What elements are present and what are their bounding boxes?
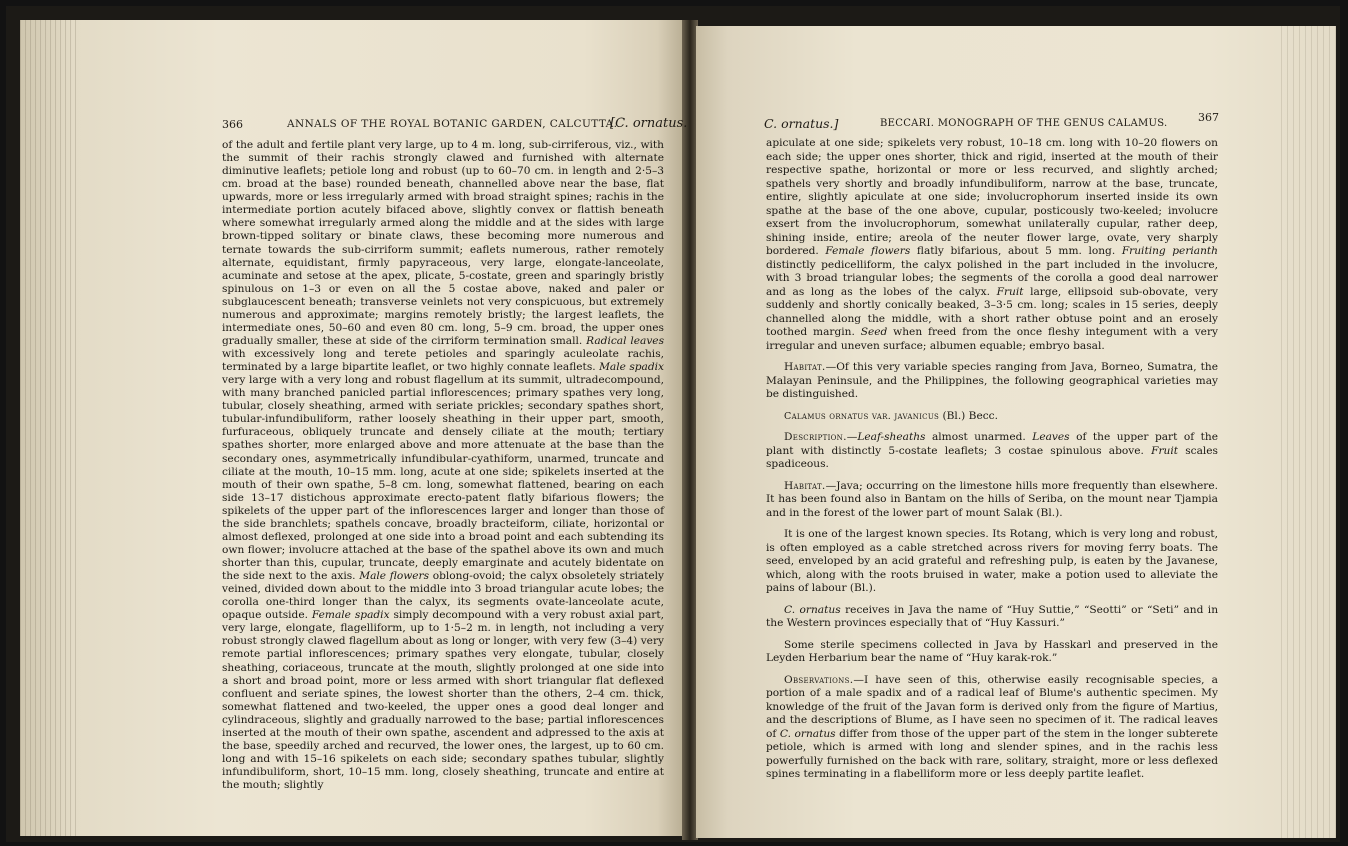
right-page-edges <box>1281 26 1336 838</box>
left-female-spadix: Female spadix <box>311 609 390 622</box>
right-fruiting-perianth: Fruiting perianth <box>1121 245 1219 257</box>
right-running-species: C. ornatus.] <box>764 116 839 131</box>
right-text-2: flatly bifarious, about 5 mm. long. <box>910 245 1122 257</box>
left-text-2: with excessively long and terete petioles and sparingly aculeolate rachis, terminated by a large bipartite leaflet, or two highly connate leaflets. <box>222 348 664 374</box>
habitat2-label: Habitat. <box>784 479 826 492</box>
variety-authority: (Bl.) Becc. <box>939 409 998 422</box>
right-running-title: BECCARI. MONOGRAPH OF THE GENUS CALAMUS. <box>880 118 1168 129</box>
right-text-3: distinctly pedicelliform, the calyx polished in the part included in the involucre, with 3 broad triangular lobes; the segments of the corolla a good deal narrower and as long as the lobes of the calyx. <box>766 258 1218 298</box>
observations-label: Observations. <box>784 673 854 686</box>
left-male-spadix: Male spadix <box>599 361 664 374</box>
left-text-3: very large with a very long and robust flagellum at its summit, ultradecompound, with many branched panicled partial inflorescences; primary spathes very long, tubular, closely sheathing, armed with seriate prickles; secondary spathes short, tubular-infundibuliform, rather loosely sheathing in their upper part, smooth, furfuraceous, obliquely truncate and densely ciliate at the mouth; tertiary spathes shorter, more enlarged above and more attenuate at the base than the secondary ones, asymmetrically infundibular-cyathiform, unarmed, truncate and ciliate at the mouth, 10–15 mm. long, acute at one side; spikelets inserted at the mouth of their own spathe, 5–8 cm. long, somewhat flattened, bearing on each side 13–17 distichous approximate erecto-patent flatly bifarious flowers; the spikelets of the upper part of the inflorescences larger and longer than those of the side branchlets; spathels concave, broadly bracteiform, ciliate, horizontal or almost deflexed, prolonged at one side into a broad point and each subtending its own flower; involucre attached at the base of the spathel above its own and much shorter than this, cupular, truncate, deeply emarginate and acutely bidentate on the side next to the axis. <box>222 374 664 583</box>
description-leaf-sheaths: Leaf-sheaths <box>857 431 926 443</box>
leyden-paragraph: Some sterile specimens collected in Java by Hasskarl and preserved in the Leyden Herbarium bear the name of “Huy karak-rok.” <box>766 638 1218 664</box>
names-text: receives in Java the name of “Huy Suttie,” “Seotti” or “Seti” and in the Western provinces especially that of “Huy Kassuri.” <box>766 603 1219 629</box>
description-fruit: Fruit <box>1151 444 1178 457</box>
names-species: C. ornatus <box>784 603 841 616</box>
left-page-edges <box>20 20 80 836</box>
right-fruit: Fruit <box>996 285 1024 298</box>
left-running-species: [C. ornatus. <box>610 116 688 131</box>
observations-text-2: differ from those of the upper part of the stem in the longer subterete petiole, which is armed with long and slender spines, and in the rachis less powerfully furnished on the back with rare, solitary, straight, more or less deflexed spines terminating in a flabelliform more or less deeply partite leaflet. <box>766 727 1219 780</box>
left-text-5: simply decompound with a very robust axial part, very large, elongate, flagelliform, up to 1·5–2 m. in length, not including a very robust strongly clawed flagellum about as long or longer, with very few (3–4) very remote partial inflorescences; primary spathes very elongate, tubular, closely sheathing, coriaceous, truncate at the mouth, slightly prolonged at one side into a short and broad point, more or less armed with short triangular flat deflexed confluent and seriate spines, the lowest shorter than the others, 2–4 cm. thick, somewhat flattened and two-keeled, the upper ones a good deal longer and cylindraceous, slightly and gradually narrowed to the base; partial inflorescences inserted at the mouth of their own spathe, ascendent and adpressed to the axis at the base, speedily arched and recurved, the lower ones, the largest, up to 60 cm. long and with 15–16 spikelets on each side; secondary spathes tubular, slightly infundibuliform, short, 10–15 mm. long, closely sheathing, truncate and entire at the mouth; slightly <box>222 609 664 792</box>
description-text-1: almost unarmed. <box>925 431 1033 443</box>
right-female-flowers: Female flowers <box>825 245 911 257</box>
right-seed: Seed <box>860 326 888 338</box>
habitat-text: —Of this very variable species ranging from Java, Borneo, Sumatra, the Malayan Peninsule, and the Philippines, the following geographical varieties may be distinguished. <box>766 361 1218 400</box>
right-text-5: when freed from the once fleshy integument with a very irregular and uneven surface; albumen equable; embryo basal. <box>766 326 1218 352</box>
right-text-4: large, ellipsoid sub-obovate, very suddenly and shortly conically beaked, 3–3·5 cm. long; scales in 15 series, deeply channelled along the middle, with a short rather obtuse point and an erosely toothed margin. <box>766 285 1219 338</box>
habitat-label: Habitat. <box>784 361 826 373</box>
description-leaves: Leaves <box>1032 431 1070 443</box>
habitat2-text: —Java; occurring on the limestone hills more frequently than elsewhere. It has been found also in Bantam on the hills of Seriba, on the mount near Tjampia and in the forest of the lower part of mount Salak (Bl.). <box>766 479 1218 519</box>
left-text-4: oblong-ovoid; the calyx obsoletely striately veined, divided down about to the middle into 3 broad triangular acute lobes; the corolla one-third longer than the calyx, its segments ovate-lanceolate acute, opaque outside. <box>222 570 664 622</box>
left-page-number: 366 <box>222 118 243 131</box>
description-dash: — <box>846 431 858 443</box>
observations-text-1: —I have seen of this, otherwise easily recognisable species, a portion of a male spadix and of a radical leaf of Blume's authentic specimen. My knowledge of the fruit of the Javan form is derived only from the figure of Martius, and the descriptions of Blume, as I have seen no specimen of it. The radical leaves of <box>766 673 1218 740</box>
right-text-1: apiculate at one side; spikelets very robust, 10–18 cm. long with 10–20 flowers on each side; the upper ones shorter, thick and rigid, inserted at the mouth of their respective spathe, horizontal or more or less recurved, and slightly arched; spathels very shortly and broadly infundibuliform, narrow at the base, truncate, entire, slightly apiculate at one side; involucrophorum inserted inside its own spathe at the base of the one above, cupular, posticously two-keeled; involucre exsert from the involucrophorum, somewhat unilaterally cupular, rather deep, shining inside, entire; areola of the neuter flower large, ovate, very sharply bordered. <box>766 137 1218 257</box>
left-male-flowers: Male flowers <box>359 570 430 583</box>
variety-heading: Calamus ornatus var. javanicus <box>784 410 940 422</box>
description-text-2: of the upper part of the plant with distinctly 5-costate leaflets; 3 costae spinulous above. <box>766 431 1219 457</box>
description-text-3: scales spadiceous. <box>766 444 1218 470</box>
rotang-paragraph: It is one of the largest known species. Its Rotang, which is very long and robust, is often employed as a cable stretched across rivers for moving ferry boats. The seed, enveloped by an acid grateful and refreshing pulp, is eaten by the Javanese, which, along with the roots bruised in water, make a potion used to alleviate the pains of labour (Bl.). <box>766 528 1218 594</box>
right-body <box>766 137 1218 782</box>
left-body <box>222 139 664 792</box>
description-label: Description. <box>784 431 847 443</box>
left-running-title: ANNALS OF THE ROYAL BOTANIC GARDEN, CALCUTTA. <box>287 118 618 130</box>
left-radical-leaves: Radical leaves <box>586 334 665 347</box>
left-text-1: of the adult and fertile plant very large, up to 4 m. long, sub-cirriferous, viz., with the summit of their rachis strongly clawed and furnished with alternate diminutive leaflets; petiole long and robust (up to 60–70 cm. in length and 2·5–3 cm. broad at the base) rounded beneath, channelled above near the base, flat upwards, more or less irregularly armed with broad straight spines; rachis in the intermediate portion acutely bifaced above, slightly convex or flattish beneath where somewhat irregularly armed along the middle and at the sides with large brown-tipped solitary or binate claws, these becoming more numerous and ternate towards the sub-cirriform summit; eaflets numerous, rather remotely alternate, equidistant, firmly papyraceous, very large, elongate-lanceolate, acuminate and setose at the apex, plicate, 5-costate, green and sparingly bristly spinulous on 1–3 or even on all the 5 costae above, naked and paler or subglaucescent beneath; transverse veinlets not very conspicuous, but extremely numerous and approximate; margins remotely bristly; the largest leaflets, the intermediate ones, 50–60 and even 80 cm. long, 5–9 cm. broad, the upper ones gradually smaller, these at side of the cirriform termination small. <box>222 139 664 347</box>
observations-species: C. ornatus <box>779 727 836 740</box>
right-page-number: 367 <box>1198 111 1219 124</box>
